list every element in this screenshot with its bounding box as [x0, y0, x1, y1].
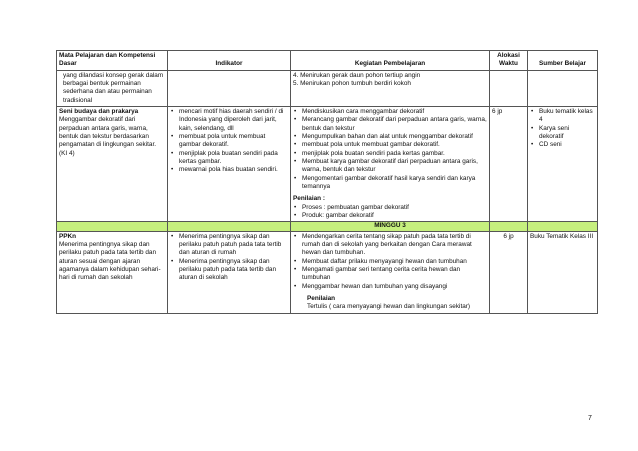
sbdp-kegiatan-item: • menjiplak pola buatan sendiri pada kertas gambar. [293, 150, 487, 158]
ppkn-kd: Menerima pentingnya sikap dan perilaku patuh pada tata tertib dan aturan sesuai dengan ajaran agamanya dalam kehidupan sehari-hari di rumah dan sekolah [59, 240, 161, 282]
sbdp-indikator-item: • mewarnai pola hias buatan sendiri. [170, 166, 288, 174]
ppkn-penilaian-text: Tertulis ( cara menyayangi hewan dan lingkungan sekitar) [307, 303, 471, 311]
sbdp-kegiatan-item: • Merancang gambar dekoratif dari perpaduan antara garis, warna, bentuk dan tekstur [293, 116, 487, 133]
cont-kegiatan-item: 4. Menirukan gerak daun pohon tertiup angin [293, 71, 421, 79]
sbdp-kegiatan [291, 106, 490, 221]
ppkn-kegiatan-item: • Mendengarkan cerita tentang sikap patuh pada tata tertib di rumah dan di sekolah yang berkaitan dengan Cara merawat hewan dan tumbuhan. [293, 233, 487, 258]
sbdp-sumber [528, 106, 598, 221]
sbdp-sumber-item: • Karya seni dekoratif [530, 125, 595, 142]
sbdp-sumber-item: • CD seni [530, 141, 595, 149]
ppkn-sumber: Buku Tematik Kelas III [528, 231, 598, 313]
ppkn-kegiatan [291, 231, 490, 313]
cont-indikator [168, 70, 291, 106]
cont-kegiatan [291, 70, 490, 106]
cont-kegiatan-item: 5. Menirukan pohon tumbuh berdiri kokoh [293, 79, 411, 87]
table-header-row [57, 51, 598, 71]
sbdp-mapel [57, 106, 168, 221]
cont-mapel: yang dilandasi konsep gerak dalam berbagai bentuk permainan sederhana dan atau permainan tradisional [57, 70, 168, 106]
sbdp-indikator-item: • mencari motif hias daerah sendiri / di Indonesia yang diperoleh dari jarit, kain, selendang, dll [170, 108, 288, 133]
header-mapel: Mata Pelajaran dan Kompetensi Dasar [57, 51, 168, 71]
header-indikator: Indikator [168, 51, 291, 71]
ppkn-indikator-item: • Menerima pentingnya sikap dan perilaku patuh patuh pada tata tertib dan aturan di rumah [170, 233, 288, 258]
table-row-sbdp [57, 106, 598, 221]
header-sumber: Sumber Belajar [528, 51, 598, 71]
sbdp-kd: Menggambar dekoratif dari perpaduan antara garis, warna, bentuk dan tekstur berdasarkan pengamatan di lingkungan sekitar. (KI 4) [59, 116, 156, 157]
header-alokasi: Alokasi Waktu [490, 51, 528, 71]
sbdp-sumber-item: • Buku tematik kelas 4 [530, 108, 595, 125]
week-row [57, 222, 598, 231]
sbdp-kegiatan-item: • Mengumpulkan bahan dan alat untuk menggambar dekoratif [293, 133, 487, 141]
table-row-ppkn [57, 231, 598, 313]
cont-alokasi [490, 70, 528, 106]
sbdp-kegiatan-item: • Mendiskusikan cara menggambar dekoratif [293, 108, 487, 116]
ppkn-mapel [57, 231, 168, 313]
lesson-plan-table [56, 50, 598, 314]
page-number: 7 [588, 415, 592, 422]
ppkn-kegiatan-item: • Membuat daftar prilaku menyayangi hewan dan tumbuhan [293, 258, 487, 266]
ppkn-alokasi: 6 jp [490, 231, 528, 313]
ppkn-indikator-item: • Menerima pentingnya sikap dan perilaku patuh pada tata tertib dan aturan di sekolah [170, 258, 288, 283]
sbdp-subject: Seni budaya dan prakarya [59, 107, 139, 115]
sbdp-penilaian-label: Penilaian : [293, 195, 325, 203]
cont-sumber [528, 70, 598, 106]
sbdp-penilaian-item: • Produk: gambar dekoratif [293, 212, 487, 220]
sbdp-kegiatan-item: • Mengomentari gambar dekoratif hasil karya sendiri dan karya temannya [293, 175, 487, 192]
sbdp-alokasi: 6 jp [490, 106, 528, 221]
ppkn-penilaian-label: Penilaian [307, 294, 336, 302]
ppkn-indikator [168, 231, 291, 313]
sbdp-kegiatan-item: • Membuat karya gambar dekoratif dari perpaduan antara garis, warna, bentuk dan tekstur [293, 158, 487, 175]
ppkn-kegiatan-item: • Mengamati gambar seri tentang cerita cerita hewan dan tumbuhan [293, 266, 487, 283]
table-row-continuation [57, 70, 598, 106]
sbdp-indikator-item: • menjiplak pola buatan sendiri pada kertas gambar. [170, 150, 288, 167]
sbdp-indikator [168, 106, 291, 221]
sbdp-kegiatan-item: • membuat pola untuk membuat gambar dekoratif. [293, 141, 487, 149]
header-kegiatan: Kegiatan Pembelajaran [291, 51, 490, 71]
sbdp-penilaian-item: • Proses : pembuatan gambar dekoratif [293, 204, 487, 212]
sbdp-indikator-item: • membuat pola untuk membuat gambar dekoratif. [170, 133, 288, 150]
week-label: MINGGU 3 [291, 222, 490, 231]
ppkn-kegiatan-item: • Menggambar hewan dan tumbuhan yang disayangi [293, 283, 487, 291]
ppkn-subject: PPKn [59, 232, 77, 240]
